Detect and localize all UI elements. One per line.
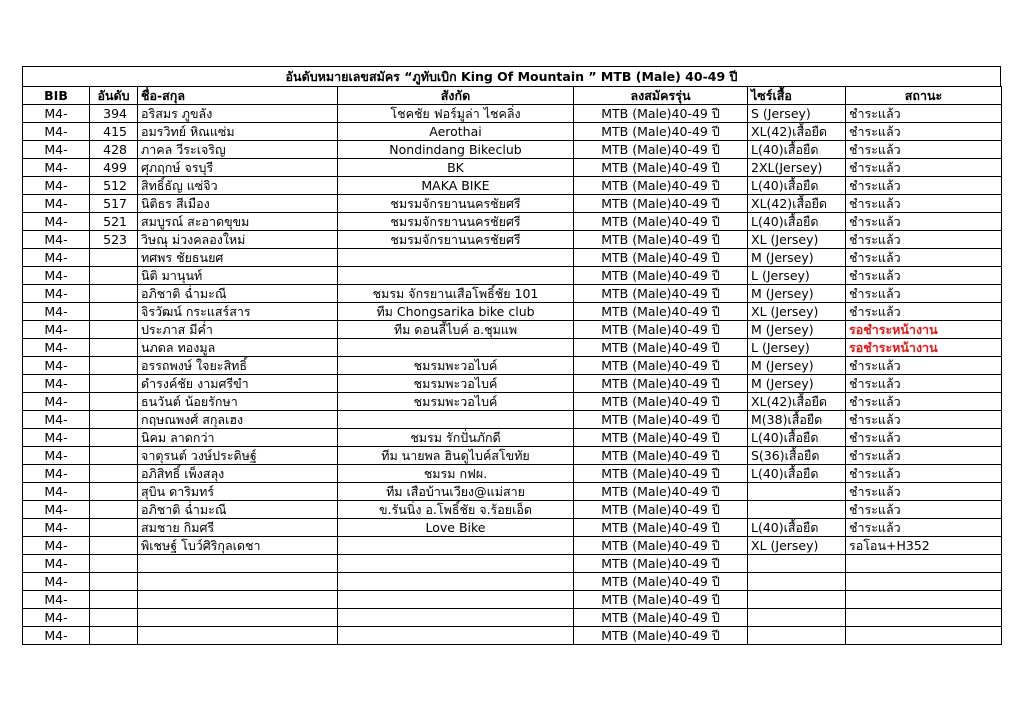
table-row	[23, 501, 1002, 519]
size-cell: L(40)เสื้อยืด	[748, 465, 846, 483]
status-cell: ชำระแล้ว	[846, 429, 1002, 447]
name-cell: นิติธร สีเมือง	[138, 195, 338, 213]
rank-cell: 517	[90, 195, 138, 213]
status-cell: ชำระแล้ว	[846, 159, 1002, 177]
rank-cell	[90, 447, 138, 465]
name-cell: ภาคล วีระเจริญ	[138, 141, 338, 159]
table-row	[23, 411, 1002, 429]
bib-cell: M4-	[23, 537, 90, 555]
table-header-row	[23, 87, 1002, 105]
rank-cell: 499	[90, 159, 138, 177]
class-cell: MTB (Male)40-49 ปี	[574, 267, 748, 285]
status-cell: ชำระแล้ว	[846, 231, 1002, 249]
rank-cell	[90, 555, 138, 573]
class-cell: MTB (Male)40-49 ปี	[574, 447, 748, 465]
table-row	[23, 231, 1002, 249]
class-cell: MTB (Male)40-49 ปี	[574, 231, 748, 249]
name-cell	[138, 573, 338, 591]
status-cell: ชำระแล้ว	[846, 393, 1002, 411]
bib-cell: M4-	[23, 231, 90, 249]
sheet-title: อันดับหมายเลขสมัคร “ภูทับเบิก King Of Mountain ” MTB (Male) 40-49 ปี	[22, 66, 1001, 86]
status-cell	[846, 573, 1002, 591]
class-cell: MTB (Male)40-49 ปี	[574, 249, 748, 267]
status-cell: ชำระแล้ว	[846, 195, 1002, 213]
header-rank: อันดับ	[90, 87, 138, 105]
club-cell: ชมรม จักรยานเสือโพธิ์ชัย 101	[338, 285, 574, 303]
rank-cell: 521	[90, 213, 138, 231]
club-cell	[338, 267, 574, 285]
name-cell: อรรถพงษ์ ใจยะสิทธิ์	[138, 357, 338, 375]
status-cell: ชำระแล้ว	[846, 447, 1002, 465]
header-bib: BIB	[23, 87, 90, 105]
club-cell: Nondindang Bikeclub	[338, 141, 574, 159]
status-cell: รอชำระหน้างาน	[846, 339, 1002, 357]
class-cell: MTB (Male)40-49 ปี	[574, 159, 748, 177]
class-cell: MTB (Male)40-49 ปี	[574, 537, 748, 555]
size-cell: L(40)เสื้อยืด	[748, 141, 846, 159]
status-cell: ชำระแล้ว	[846, 177, 1002, 195]
table-row	[23, 213, 1002, 231]
rank-cell	[90, 573, 138, 591]
rank-cell	[90, 339, 138, 357]
header-status: สถานะ	[846, 87, 1002, 105]
bib-cell: M4-	[23, 573, 90, 591]
class-cell: MTB (Male)40-49 ปี	[574, 213, 748, 231]
class-cell: MTB (Male)40-49 ปี	[574, 195, 748, 213]
status-cell: ชำระแล้ว	[846, 357, 1002, 375]
size-cell: S(36)เสื้อยืด	[748, 447, 846, 465]
table-row	[23, 303, 1002, 321]
class-cell: MTB (Male)40-49 ปี	[574, 609, 748, 627]
rank-cell	[90, 465, 138, 483]
bib-cell: M4-	[23, 249, 90, 267]
table-row	[23, 627, 1002, 645]
bib-cell: M4-	[23, 483, 90, 501]
table-row	[23, 267, 1002, 285]
table-row	[23, 609, 1002, 627]
table-row	[23, 177, 1002, 195]
status-cell: ชำระแล้ว	[846, 519, 1002, 537]
name-cell: นิคม ลาดกว่า	[138, 429, 338, 447]
club-cell	[338, 591, 574, 609]
header-class: ลงสมัครรุ่น	[574, 87, 748, 105]
club-cell: Aerothai	[338, 123, 574, 141]
club-cell	[338, 573, 574, 591]
size-cell: L(40)เสื้อยืด	[748, 429, 846, 447]
club-cell	[338, 249, 574, 267]
size-cell	[748, 627, 846, 645]
club-cell: ชมรมพะวอไบค์	[338, 357, 574, 375]
rank-cell	[90, 627, 138, 645]
bib-cell: M4-	[23, 357, 90, 375]
name-cell: สมบูรณ์ สะอาดขุขม	[138, 213, 338, 231]
bib-cell: M4-	[23, 303, 90, 321]
rank-cell	[90, 429, 138, 447]
status-cell: รอชำระหน้างาน	[846, 321, 1002, 339]
table-row	[23, 429, 1002, 447]
rank-cell	[90, 375, 138, 393]
bib-cell: M4-	[23, 465, 90, 483]
class-cell: MTB (Male)40-49 ปี	[574, 591, 748, 609]
rank-cell: 394	[90, 105, 138, 123]
club-cell: BK	[338, 159, 574, 177]
table-row	[23, 105, 1002, 123]
size-cell: L(40)เสื้อยืด	[748, 213, 846, 231]
bib-cell: M4-	[23, 339, 90, 357]
size-cell: L(40)เสื้อยืด	[748, 177, 846, 195]
bib-cell: M4-	[23, 429, 90, 447]
status-cell	[846, 609, 1002, 627]
rank-cell	[90, 285, 138, 303]
size-cell: L (Jersey)	[748, 267, 846, 285]
header-name: ชื่อ-สกุล	[138, 87, 338, 105]
status-cell: ชำระแล้ว	[846, 249, 1002, 267]
bib-cell: M4-	[23, 609, 90, 627]
bib-cell: M4-	[23, 447, 90, 465]
bib-cell: M4-	[23, 411, 90, 429]
table-row	[23, 321, 1002, 339]
class-cell: MTB (Male)40-49 ปี	[574, 285, 748, 303]
size-cell	[748, 573, 846, 591]
table-row	[23, 195, 1002, 213]
status-cell: ชำระแล้ว	[846, 141, 1002, 159]
registration-table	[22, 86, 1002, 645]
class-cell: MTB (Male)40-49 ปี	[574, 339, 748, 357]
status-cell: ชำระแล้ว	[846, 123, 1002, 141]
bib-cell: M4-	[23, 627, 90, 645]
status-cell: ชำระแล้ว	[846, 285, 1002, 303]
name-cell	[138, 609, 338, 627]
table-row	[23, 519, 1002, 537]
bib-cell: M4-	[23, 123, 90, 141]
table-row	[23, 339, 1002, 357]
class-cell: MTB (Male)40-49 ปี	[574, 123, 748, 141]
bib-cell: M4-	[23, 177, 90, 195]
table-row	[23, 249, 1002, 267]
table-row	[23, 375, 1002, 393]
class-cell: MTB (Male)40-49 ปี	[574, 357, 748, 375]
size-cell: XL(42)เสื้อยืด	[748, 123, 846, 141]
status-cell: ชำระแล้ว	[846, 267, 1002, 285]
size-cell	[748, 483, 846, 501]
bib-cell: M4-	[23, 213, 90, 231]
table-row	[23, 465, 1002, 483]
name-cell: นิติ มานุนท์	[138, 267, 338, 285]
bib-cell: M4-	[23, 555, 90, 573]
class-cell: MTB (Male)40-49 ปี	[574, 411, 748, 429]
name-cell: จิรวัฒน์ กระแสร์สาร	[138, 303, 338, 321]
bib-cell: M4-	[23, 375, 90, 393]
status-cell	[846, 555, 1002, 573]
table-row	[23, 123, 1002, 141]
bib-cell: M4-	[23, 141, 90, 159]
status-cell: ชำระแล้ว	[846, 105, 1002, 123]
rank-cell	[90, 249, 138, 267]
name-cell: อภิสิทธิ์ เพ็งสลุง	[138, 465, 338, 483]
club-cell: ชมรมพะวอไบค์	[338, 393, 574, 411]
name-cell: อภิชาติ ฉ่ำมะณี	[138, 501, 338, 519]
name-cell	[138, 591, 338, 609]
name-cell: จาตุรนต์ วงษ์ประดิษฐ์	[138, 447, 338, 465]
size-cell: XL (Jersey)	[748, 537, 846, 555]
class-cell: MTB (Male)40-49 ปี	[574, 501, 748, 519]
size-cell: M (Jersey)	[748, 249, 846, 267]
club-cell: ชมรมพะวอไบค์	[338, 375, 574, 393]
registration-sheet	[22, 66, 1001, 645]
rank-cell	[90, 519, 138, 537]
club-cell	[338, 411, 574, 429]
rank-cell	[90, 411, 138, 429]
rank-cell: 428	[90, 141, 138, 159]
name-cell	[138, 555, 338, 573]
header-club: สังกัด	[338, 87, 574, 105]
class-cell: MTB (Male)40-49 ปี	[574, 393, 748, 411]
name-cell: นภดล ทองมูล	[138, 339, 338, 357]
name-cell: ธนวันต์ น้อยรักษา	[138, 393, 338, 411]
club-cell: ชมรมจักรยานนครชัยศรี	[338, 231, 574, 249]
club-cell	[338, 627, 574, 645]
class-cell: MTB (Male)40-49 ปี	[574, 141, 748, 159]
rank-cell	[90, 609, 138, 627]
size-cell: XL (Jersey)	[748, 303, 846, 321]
size-cell: XL(42)เสื้อยืด	[748, 393, 846, 411]
table-row	[23, 483, 1002, 501]
bib-cell: M4-	[23, 285, 90, 303]
size-cell: XL (Jersey)	[748, 231, 846, 249]
club-cell: MAKA BIKE	[338, 177, 574, 195]
club-cell: Love Bike	[338, 519, 574, 537]
status-cell	[846, 591, 1002, 609]
bib-cell: M4-	[23, 519, 90, 537]
size-cell	[748, 591, 846, 609]
name-cell: ทศพร ชัยธนยศ	[138, 249, 338, 267]
name-cell: ศุภฤกษ์ จรบุรี	[138, 159, 338, 177]
rank-cell: 512	[90, 177, 138, 195]
name-cell: วิษณุ ม่วงคลองใหม่	[138, 231, 338, 249]
size-cell	[748, 555, 846, 573]
class-cell: MTB (Male)40-49 ปี	[574, 465, 748, 483]
name-cell: พิเชษฐ์ โบว์ศิริกุลเดชา	[138, 537, 338, 555]
name-cell: สุบิน ดาริมทร์	[138, 483, 338, 501]
class-cell: MTB (Male)40-49 ปี	[574, 177, 748, 195]
name-cell: อภิชาติ ฉ่ำมะณี	[138, 285, 338, 303]
size-cell: 2XL(Jersey)	[748, 159, 846, 177]
status-cell: ชำระแล้ว	[846, 501, 1002, 519]
table-row	[23, 537, 1002, 555]
size-cell: S (Jersey)	[748, 105, 846, 123]
size-cell: M (Jersey)	[748, 285, 846, 303]
status-cell: ชำระแล้ว	[846, 483, 1002, 501]
club-cell: โชคชัย ฟอร์มูล่า ไชคลิ่ง	[338, 105, 574, 123]
class-cell: MTB (Male)40-49 ปี	[574, 321, 748, 339]
name-cell	[138, 627, 338, 645]
club-cell: ชมรมจักรยานนครชัยศรี	[338, 213, 574, 231]
bib-cell: M4-	[23, 321, 90, 339]
club-cell: ทีม ดอนลี้ไบค์ อ.ชุมแพ	[338, 321, 574, 339]
rank-cell	[90, 537, 138, 555]
name-cell: สมชาย กิมศรี	[138, 519, 338, 537]
club-cell: ทีม นายพล ฮินดูไบค์สโขทัย	[338, 447, 574, 465]
name-cell: อริสมร ภูขลัง	[138, 105, 338, 123]
size-cell: L(40)เสื้อยืด	[748, 519, 846, 537]
bib-cell: M4-	[23, 159, 90, 177]
table-row	[23, 447, 1002, 465]
table-row	[23, 141, 1002, 159]
rank-cell	[90, 321, 138, 339]
rank-cell	[90, 357, 138, 375]
status-cell: ชำระแล้ว	[846, 465, 1002, 483]
club-cell: ชมรมจักรยานนครชัยศรี	[338, 195, 574, 213]
table-row	[23, 285, 1002, 303]
club-cell: ทีม เสือบ้านเวียง@แม่สาย	[338, 483, 574, 501]
bib-cell: M4-	[23, 501, 90, 519]
rank-cell	[90, 267, 138, 285]
name-cell: ประภาส มีค่ำ	[138, 321, 338, 339]
club-cell: ทีม Chongsarika bike club	[338, 303, 574, 321]
table-row	[23, 357, 1002, 375]
rank-cell	[90, 483, 138, 501]
club-cell	[338, 339, 574, 357]
table-row	[23, 393, 1002, 411]
status-cell	[846, 627, 1002, 645]
bib-cell: M4-	[23, 195, 90, 213]
header-size: ไซร์เสื้อ	[748, 87, 846, 105]
club-cell: ข.รันนิ่ง อ.โพธิ์ชัย จ.ร้อยเอ็ด	[338, 501, 574, 519]
rank-cell	[90, 591, 138, 609]
size-cell: M (Jersey)	[748, 321, 846, 339]
class-cell: MTB (Male)40-49 ปี	[574, 105, 748, 123]
size-cell: M (Jersey)	[748, 357, 846, 375]
table-row	[23, 591, 1002, 609]
name-cell: อมรวิทย์ หิณแซ่ม	[138, 123, 338, 141]
class-cell: MTB (Male)40-49 ปี	[574, 429, 748, 447]
class-cell: MTB (Male)40-49 ปี	[574, 555, 748, 573]
club-cell: ชมรม กฟผ.	[338, 465, 574, 483]
rank-cell: 415	[90, 123, 138, 141]
size-cell	[748, 501, 846, 519]
status-cell: ชำระแล้ว	[846, 411, 1002, 429]
bib-cell: M4-	[23, 591, 90, 609]
class-cell: MTB (Male)40-49 ปี	[574, 303, 748, 321]
size-cell: M (Jersey)	[748, 375, 846, 393]
status-cell: รอโอน+H352	[846, 537, 1002, 555]
name-cell: ดำรงค์ชัย งามศรีขำ	[138, 375, 338, 393]
club-cell	[338, 609, 574, 627]
table-row	[23, 573, 1002, 591]
rank-cell	[90, 303, 138, 321]
table-row	[23, 555, 1002, 573]
class-cell: MTB (Male)40-49 ปี	[574, 483, 748, 501]
class-cell: MTB (Male)40-49 ปี	[574, 627, 748, 645]
club-cell	[338, 537, 574, 555]
club-cell	[338, 555, 574, 573]
rank-cell	[90, 501, 138, 519]
table-body	[23, 105, 1002, 645]
rank-cell	[90, 393, 138, 411]
status-cell: ชำระแล้ว	[846, 303, 1002, 321]
bib-cell: M4-	[23, 267, 90, 285]
table-row	[23, 159, 1002, 177]
status-cell: ชำระแล้ว	[846, 213, 1002, 231]
size-cell: XL(42)เสื้อยืด	[748, 195, 846, 213]
status-cell: ชำระแล้ว	[846, 375, 1002, 393]
size-cell: L (Jersey)	[748, 339, 846, 357]
bib-cell: M4-	[23, 393, 90, 411]
name-cell: สิทธิ์ธัญ แซ่จิว	[138, 177, 338, 195]
name-cell: กฤษณพงศ์ สกุลเฮง	[138, 411, 338, 429]
class-cell: MTB (Male)40-49 ปี	[574, 375, 748, 393]
size-cell	[748, 609, 846, 627]
class-cell: MTB (Male)40-49 ปี	[574, 573, 748, 591]
club-cell: ชมรม รักปั่นภักดี	[338, 429, 574, 447]
bib-cell: M4-	[23, 105, 90, 123]
size-cell: M(38)เสื้อยืด	[748, 411, 846, 429]
rank-cell: 523	[90, 231, 138, 249]
class-cell: MTB (Male)40-49 ปี	[574, 519, 748, 537]
